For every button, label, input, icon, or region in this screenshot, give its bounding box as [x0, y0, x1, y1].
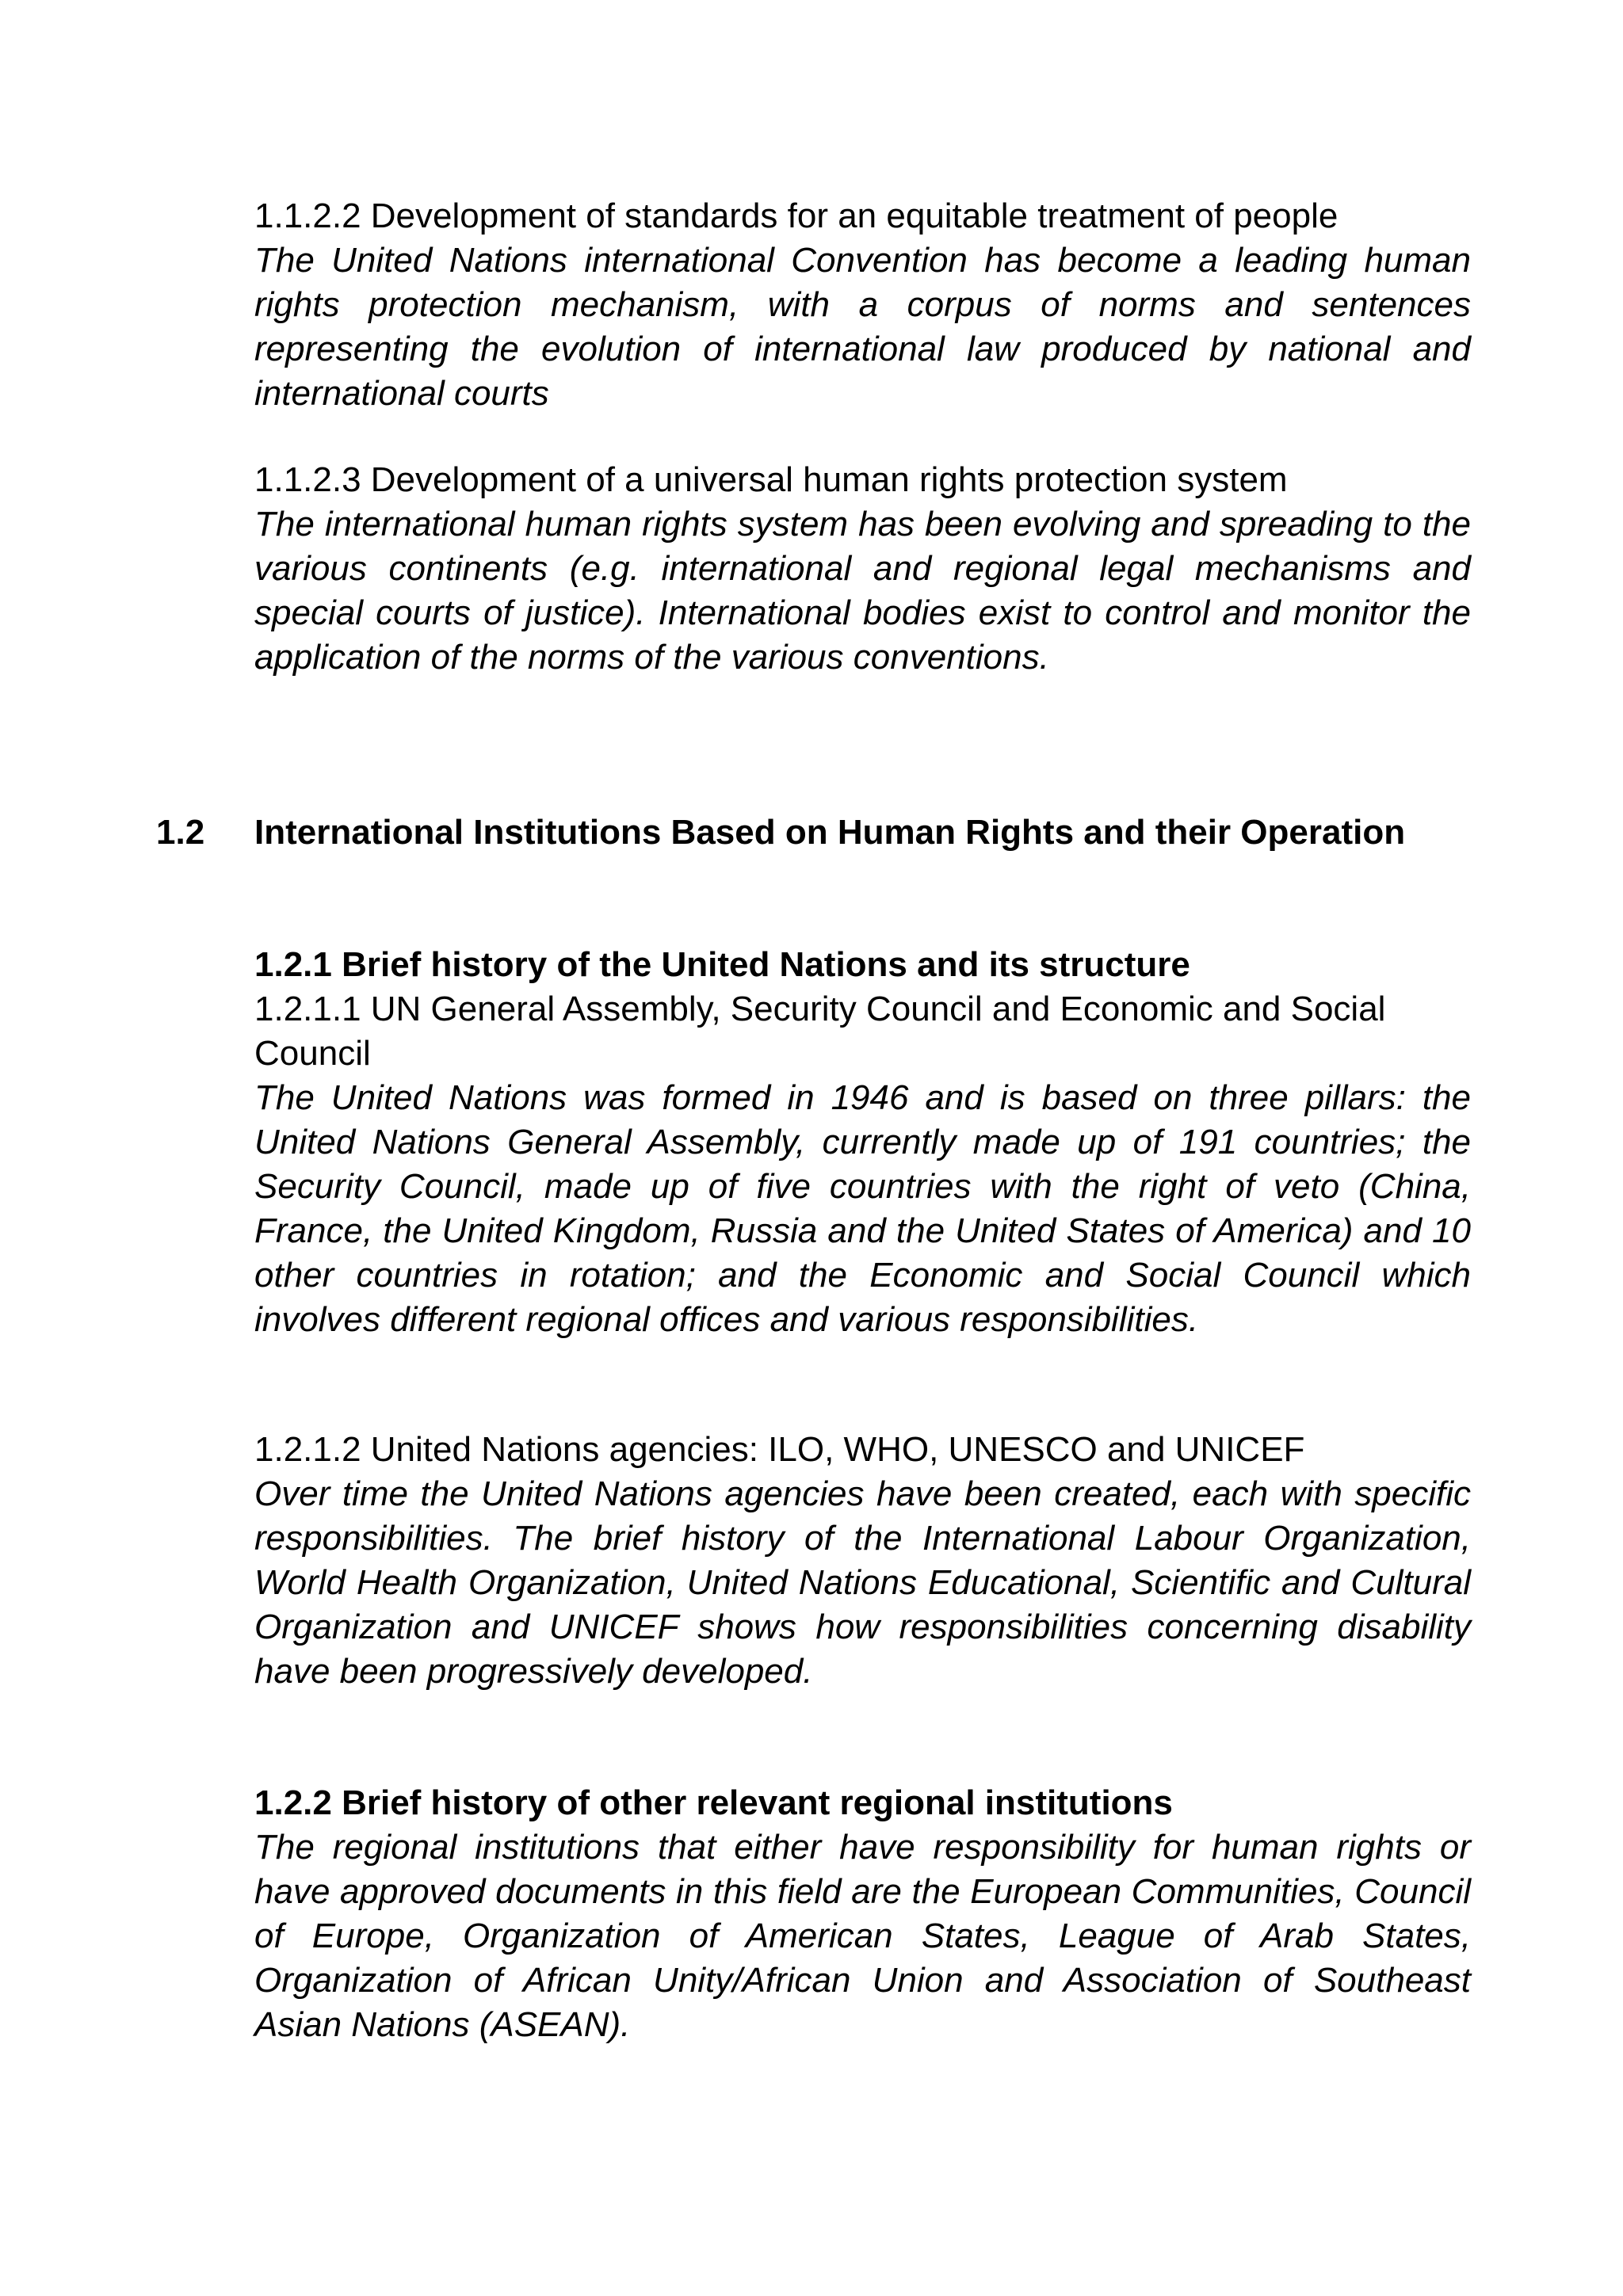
- section-1-1-2-3-body: The international human rights system has been evolving and spreading to the various continents (e.g. international and regional legal mechanisms and special courts of justice). International bodies exist to control and monitor the application of the norms of the various conventions.: [254, 505, 1471, 677]
- section-1-2-1-1-heading: 1.2.1.1 UN General Assembly, Security Council and Economic and Social Council: [254, 990, 1386, 1073]
- section-1-2-2-heading: 1.2.2 Brief history of other relevant regional institutions: [254, 1783, 1173, 1822]
- section-1-2-1: [254, 943, 1471, 1342]
- section-1-2-heading: [156, 810, 1471, 855]
- section-1-2-1-heading: 1.2.1 Brief history of the United Nations and its structure: [254, 945, 1190, 984]
- section-1-1-2-2-heading: 1.1.2.2 Development of standards for an equitable treatment of people: [254, 196, 1338, 235]
- section-1-2-number: 1.2: [156, 813, 205, 852]
- section-1-2-1-2: [254, 1428, 1471, 1694]
- section-1-1-2-2: [254, 194, 1471, 416]
- section-1-1-2-3-heading: 1.1.2.3 Development of a universal human rights protection system: [254, 460, 1288, 499]
- section-1-1-2-2-body: The United Nations international Convention has become a leading human rights protection mechanism, with a corpus of norms and sentences representing the evolution of international law produced by national and international courts: [254, 241, 1471, 413]
- section-1-2-1-1-body: The United Nations was formed in 1946 and is based on three pillars: the United Nations General Assembly, currently made up of 191 countries; the Security Council, made up of five countries with the right of veto (China, France, the United Kingdom, Russia and the United States of America) and 10 other countries in rotation; and the Economic and Social Council which involves different regional offices and various responsibilities.: [254, 1078, 1471, 1339]
- section-1-2-2: [254, 1781, 1471, 2047]
- section-1-2-2-body: The regional institutions that either have responsibility for human rights or have approved documents in this field are the European Communities, Council of Europe, Organization of American States, League of Arab States, Organization of African Unity/African Union and Association of Southeast Asian Nations (ASEAN).: [254, 1828, 1471, 2044]
- section-1-1-2-3: [254, 458, 1471, 680]
- section-1-2-1-2-body: Over time the United Nations agencies have been created, each with specific responsibilities. The brief history of the International Labour Organization, World Health Organization, United Nations Educational, Scientific and Cultural Organization and UNICEF shows how responsibilities concerning disability have been progressively developed.: [254, 1474, 1471, 1691]
- section-1-2-1-2-heading: 1.2.1.2 United Nations agencies: ILO, WHO, UNESCO and UNICEF: [254, 1430, 1305, 1469]
- section-1-2-title: International Institutions Based on Human Rights and their Operation: [254, 813, 1406, 852]
